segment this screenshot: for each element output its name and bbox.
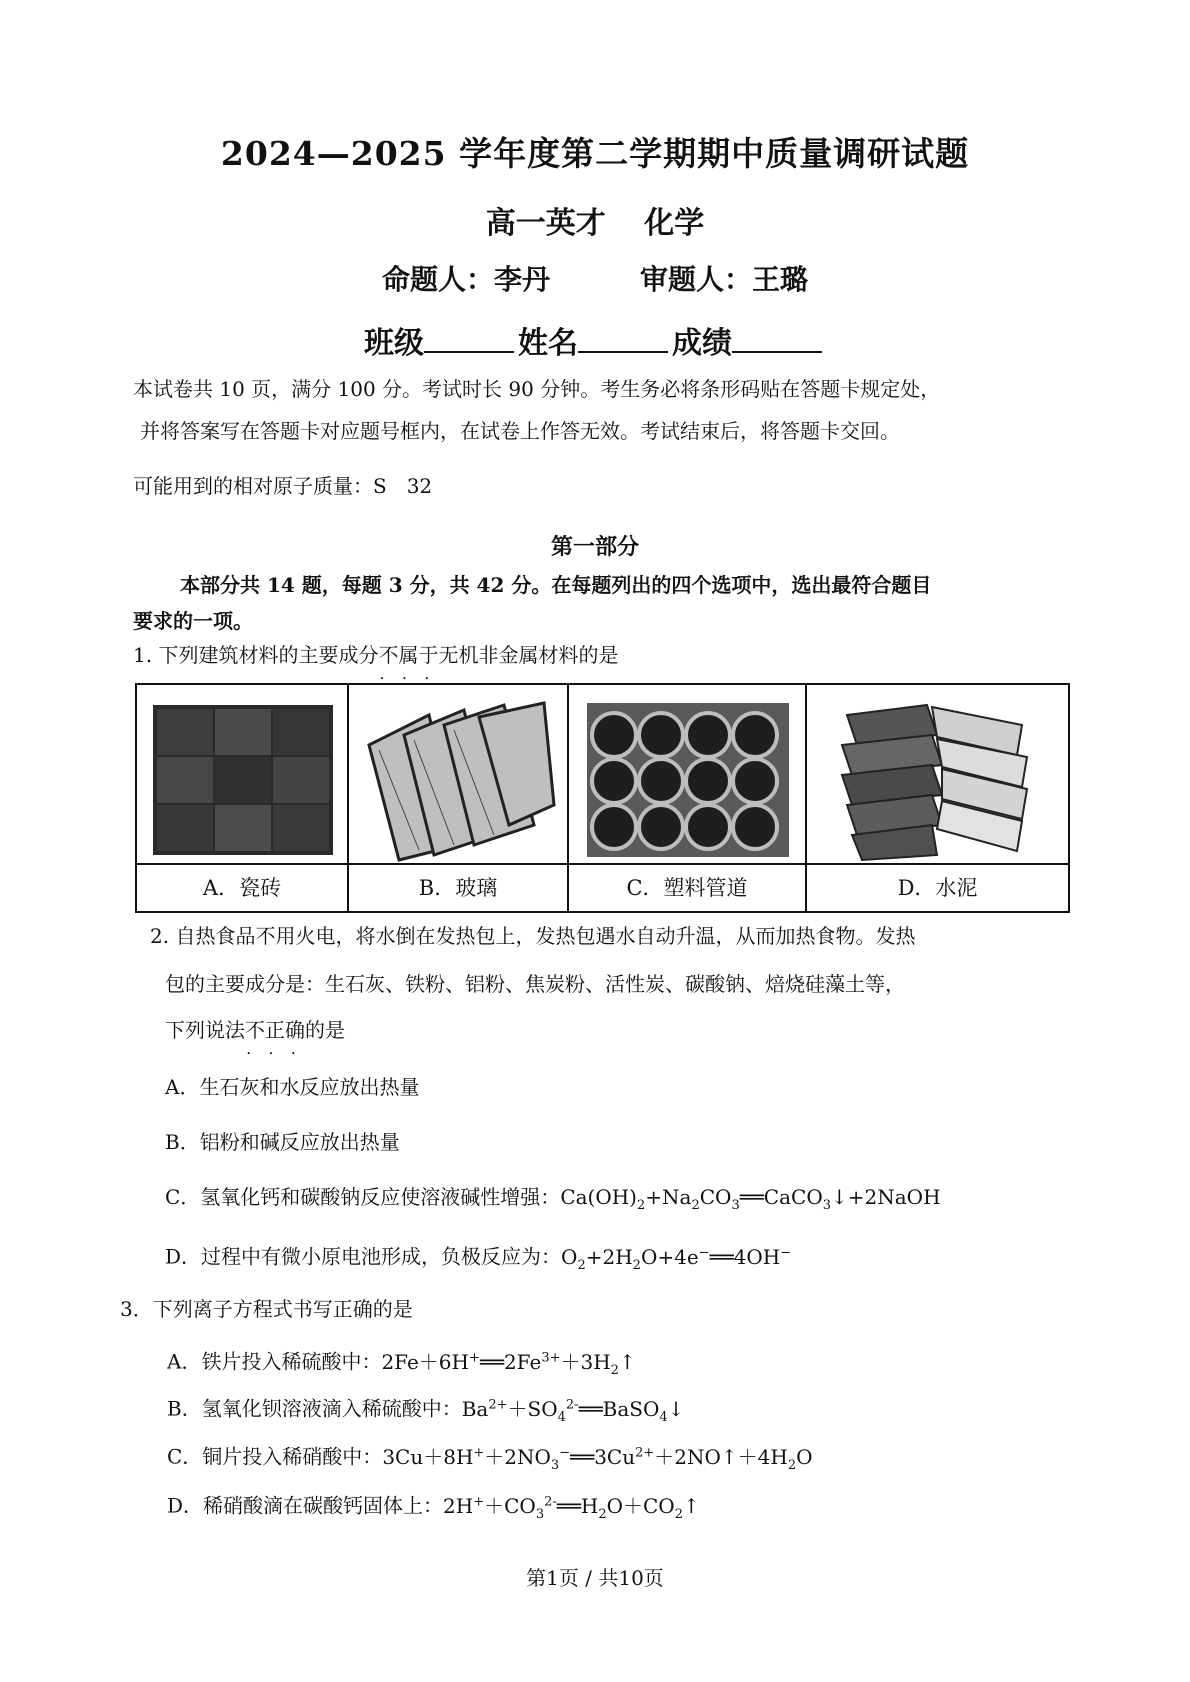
option-b-cell[interactable] — [349, 685, 569, 911]
question-2-option-a[interactable]: A．生石灰和水反应放出热量 — [165, 1075, 420, 1099]
question-3-option-a[interactable]: A．铁片投入稀硫酸中：$2Fe+6H^+══2Fe^{3+}+3H_2↑$ — [167, 1349, 636, 1378]
question-3-option-b[interactable]: B．氢氧化钡溶液滴入稀硫酸中：$Ba^{2+}+SO_4^{2-}══BaSO_4↓$ — [167, 1396, 685, 1425]
instructions-line-1: 本试卷共 10 页，满分 100 分。考试时长 90 分钟。考生务必将条形码贴在答题卡规定处， — [133, 377, 941, 401]
equation-d: $O_2+2H_2O+4e^-══4OH^-$ — [561, 1244, 792, 1273]
question-2-option-b[interactable]: B．铝粉和碱反应放出热量 — [165, 1130, 400, 1154]
name-label: 姓名 — [518, 326, 578, 361]
option-b-label: B．玻璃 — [349, 863, 567, 911]
question-1-options-table — [135, 683, 1070, 913]
question-2-stem-2: 包的主要成分是：生石灰、铁粉、铝粉、焦炭粉、活性炭、碳酸钠、焙烧硅藻土等， — [165, 972, 905, 996]
page-footer: 第1页 / 共10页 — [526, 1566, 664, 1590]
cement-bags-image — [817, 695, 1058, 865]
student-fields — [0, 318, 1190, 362]
emphasis-dots: 不正确 • • • — [245, 1018, 305, 1042]
part-one-desc-1: 本部分共 14 题，每题 3 分，共 42 分。在每题列出的四个选项中，选出最符合题目 — [180, 573, 932, 597]
setter: 命题人：李丹 — [381, 263, 550, 296]
class-field[interactable] — [424, 325, 514, 353]
exam-subtitle: 高一英才 化学 — [485, 206, 705, 241]
question-2-stem-3: 下列说法不正确 • • •的是 — [165, 1018, 345, 1042]
question-2-stem-1: 2. 自热食品不用火电，将水倒在发热包上，发热包遇水自动升温，从而加热食物。发热 — [150, 924, 916, 948]
atomic-mass-note: 可能用到的相对原子质量：S 32 — [133, 474, 433, 498]
question-2-option-d[interactable]: D．过程中有微小原电池形成，负极反应为：$O_2+2H_2O+4e^-══4OH^-$ — [165, 1244, 792, 1273]
question-2-option-c[interactable]: C．氢氧化钙和碳酸钠反应使溶液碱性增强：$Ca(OH)_2+Na_2CO_3══CaCO_3↓+2NaOH$ — [165, 1185, 941, 1213]
part-one-desc-2: 要求的一项。 — [133, 609, 253, 633]
exam-title: 2024—2025 学年度第二学期期中质量调研试题 — [220, 134, 970, 173]
class-label: 班级 — [364, 326, 424, 361]
question-1-stem: 1. 下列建筑材料的主要成分不属于 • • •无机非金属材料的是 — [133, 643, 618, 667]
ceramic-tile-image — [147, 695, 337, 865]
option-a-cell[interactable] — [137, 685, 349, 911]
plastic-pipes-image — [579, 695, 795, 865]
name-field[interactable] — [578, 325, 668, 353]
option-c-label: C．塑料管道 — [569, 863, 805, 911]
instructions-line-2: 并将答案写在答题卡对应题号框内，在试卷上作答无效。考试结束后，将答题卡交回。 — [140, 419, 900, 443]
authors-line — [0, 258, 1190, 298]
question-3-option-c[interactable]: C．铜片投入稀硝酸中：$3Cu+8H^++2NO_3^-══3Cu^{2+}+2NO↑+4H_2O$ — [167, 1444, 813, 1473]
glass-panes-image — [359, 695, 557, 865]
score-field[interactable] — [732, 325, 822, 353]
option-c-cell[interactable] — [569, 685, 807, 911]
emphasis-dots: 不属于 • • • — [378, 643, 438, 667]
equation-c: $Ca(OH)_2+Na_2CO_3══CaCO_3↓+2NaOH$ — [560, 1185, 941, 1213]
option-d-cell[interactable] — [807, 685, 1068, 911]
score-label: 成绩 — [672, 326, 732, 361]
option-d-label: D．水泥 — [807, 863, 1068, 911]
part-one-heading: 第一部分 — [550, 534, 639, 560]
question-3-stem: 3．下列离子方程式书写正确的是 — [120, 1297, 413, 1321]
reviewer: 审题人：王璐 — [640, 263, 809, 296]
question-3-option-d[interactable]: D．稀硝酸滴在碳酸钙固体上：$2H^++CO_3^{2-}══H_2O+CO_2↑$ — [167, 1493, 700, 1522]
option-a-label: A．瓷砖 — [137, 863, 347, 911]
